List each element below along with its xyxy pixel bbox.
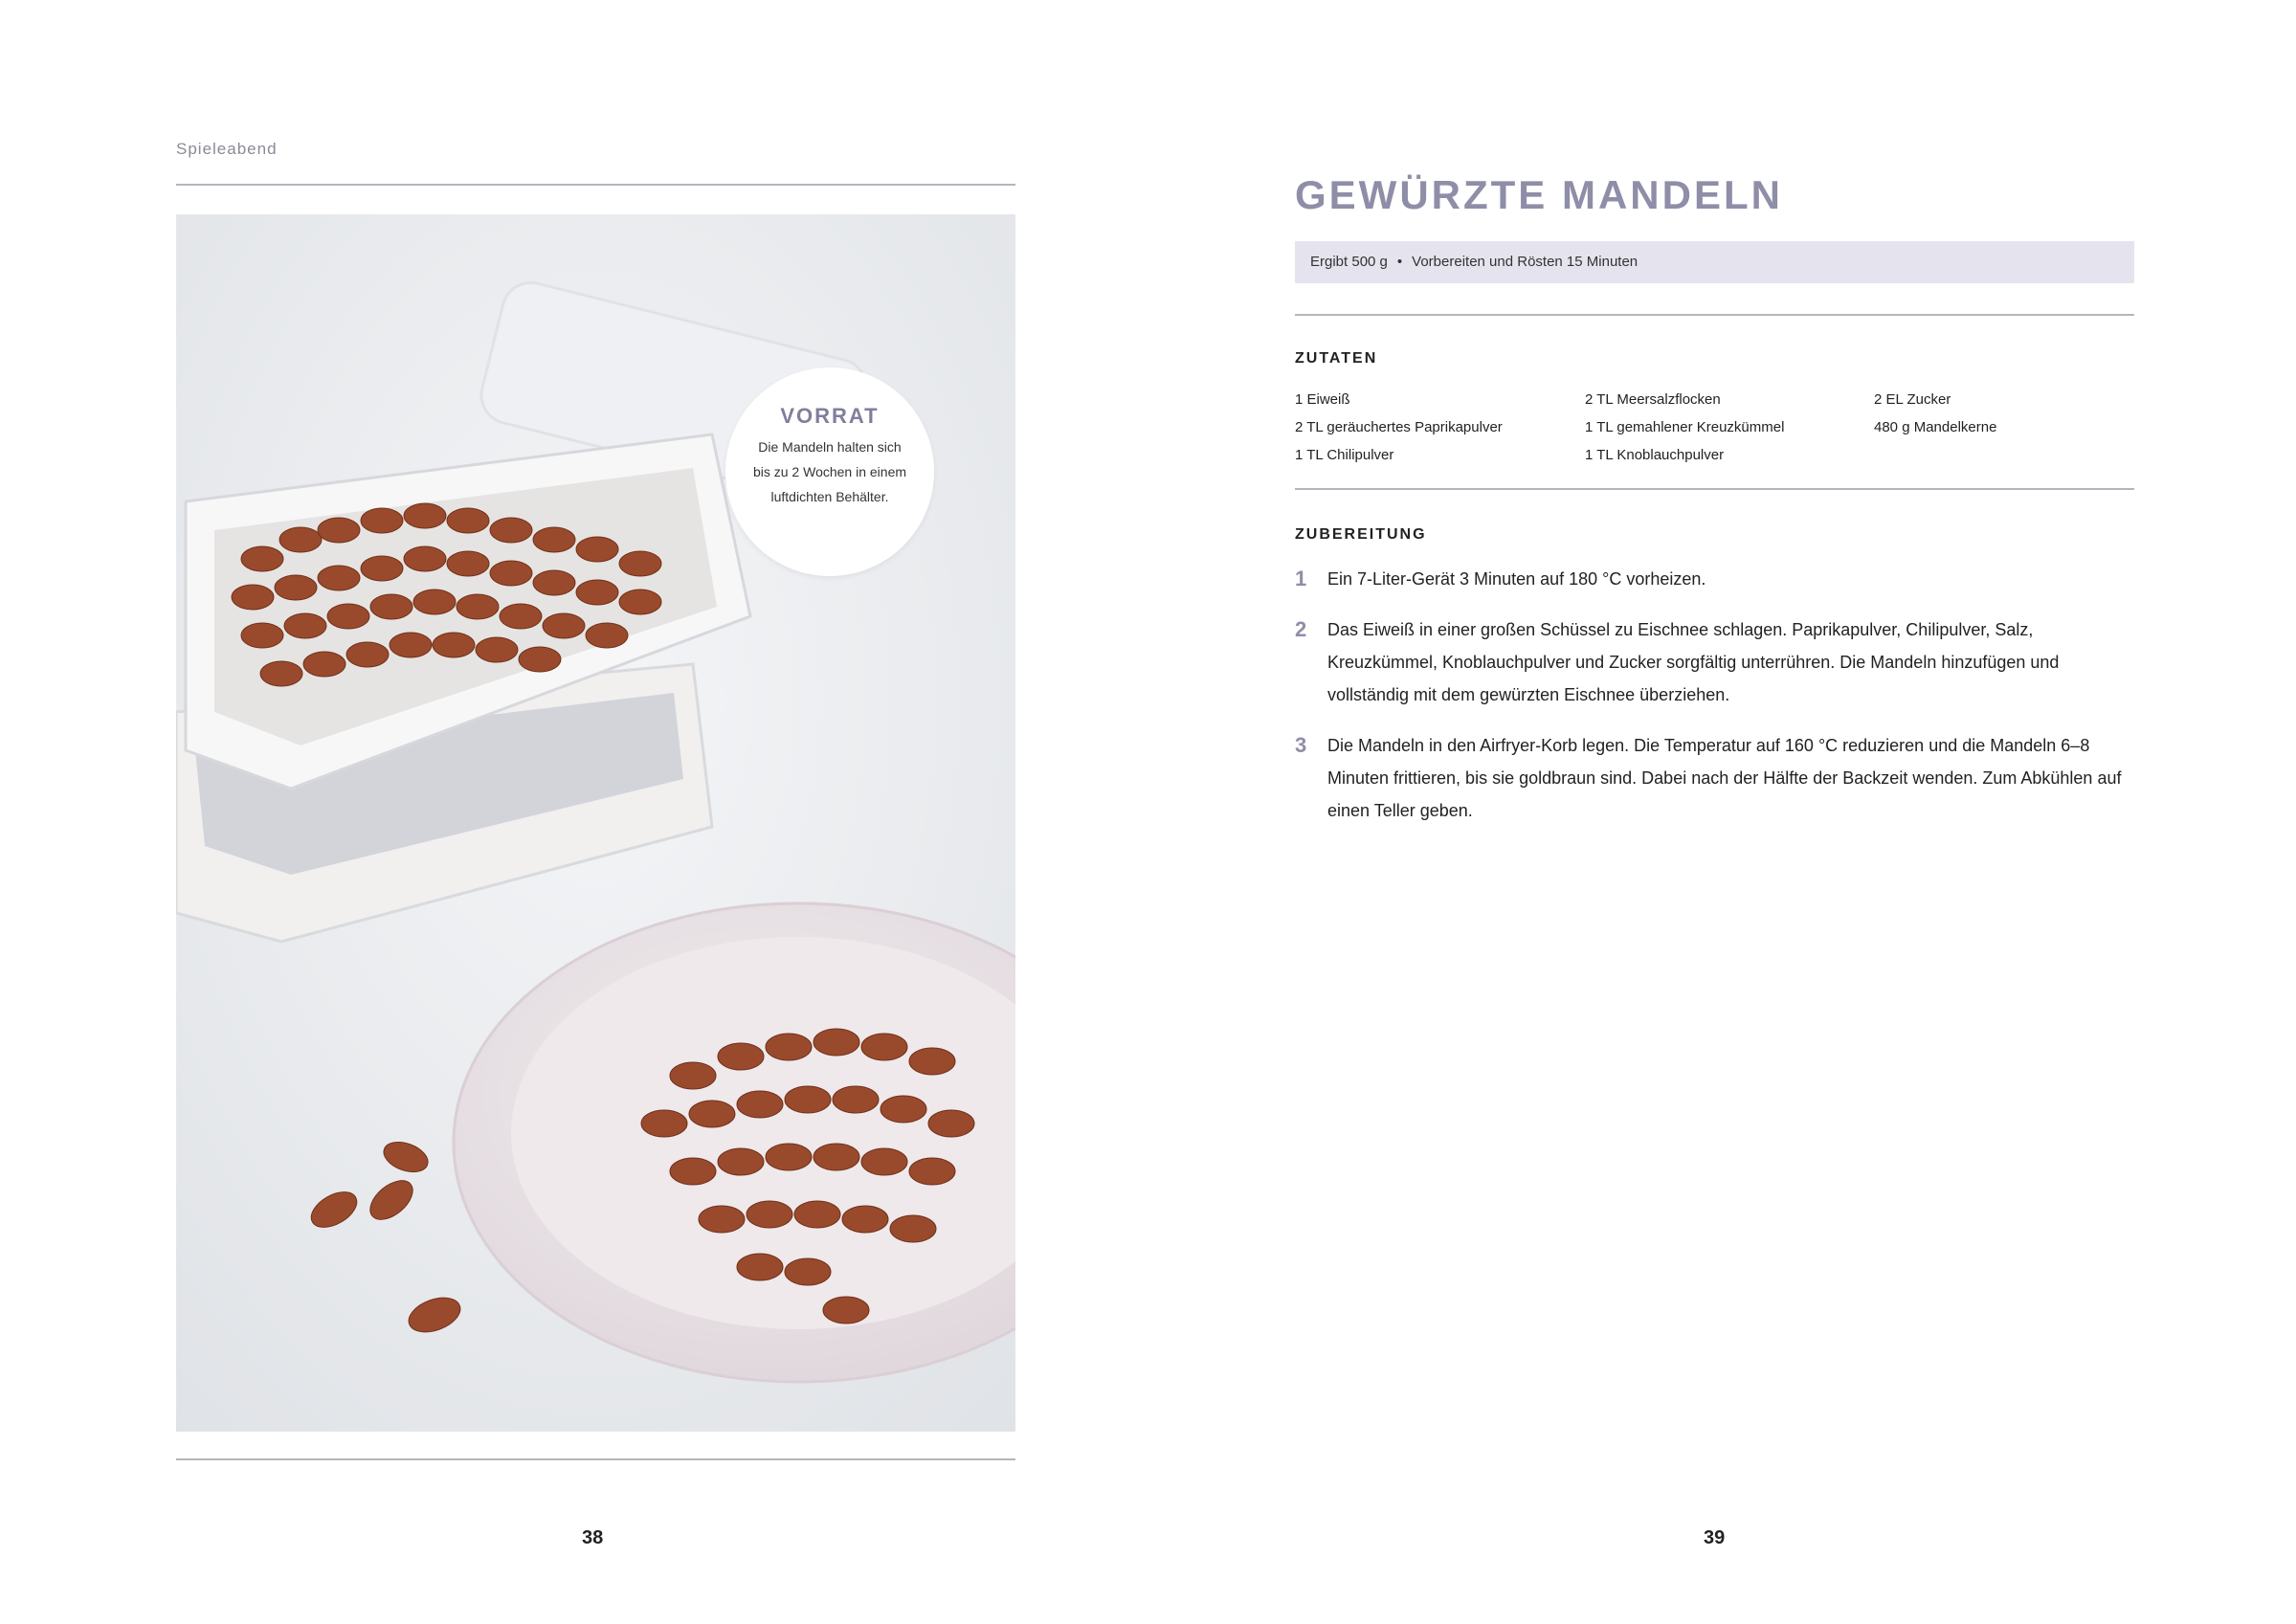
preparation-steps [1295, 563, 2134, 845]
step-number: 2 [1295, 617, 1307, 641]
ingredient-item: 2 EL Zucker [1874, 391, 1951, 408]
page-number-left: 38 [582, 1527, 604, 1548]
step-item [1295, 563, 2134, 595]
recipe-meta-bar [1295, 241, 2134, 283]
ingredients-column-1 [1295, 386, 1582, 469]
step-text: Das Eiweiß in einer großen Schüssel zu Eischnee schlagen. Paprikapulver, Chilipulver, Salz, Kreuzkümmel, Knoblauchpulver und Zucker sorgfältig unterrühren. Die Mandeln hinzufügen und vollständig mit dem gewürzten Eischnee überziehen. [1327, 620, 2060, 704]
rule-above-preparation [1295, 488, 2134, 490]
preparation-heading: ZUBEREITUNG [1295, 526, 1427, 543]
ingredients-column-2 [1585, 386, 1872, 469]
ingredient-item: 1 TL Knoblauchpulver [1585, 447, 1725, 463]
step-number: 3 [1295, 733, 1307, 757]
top-rule-left [176, 184, 1015, 186]
step-text: Die Mandeln in den Airfryer-Korb legen. Die Temperatur auf 160 °C reduzieren und die Mandeln 6–8 Minuten frittieren, bis sie goldbraun sind. Dabei nach der Hälfte der Backzeit wenden. Zum Abkühlen auf einen Teller geben. [1327, 736, 2122, 820]
ingredient-item: 2 TL geräuchertes Paprikapulver [1295, 419, 1503, 435]
step-item [1295, 613, 2134, 711]
ingredient-item: 1 Eiweiß [1295, 391, 1350, 408]
meta-separator: • [1396, 254, 1403, 270]
time-text: Vorbereiten und Rösten 15 Minuten [1412, 254, 1638, 270]
tip-text: Die Mandeln halten sich bis zu 2 Wochen in einem luftdichten Behälter. [752, 439, 907, 504]
step-text: Ein 7-Liter-Gerät 3 Minuten auf 180 °C vorheizen. [1327, 569, 1706, 589]
bottom-rule-left [176, 1458, 1015, 1460]
step-item [1295, 729, 2134, 827]
ingredient-item: 1 TL Chilipulver [1295, 447, 1394, 463]
ingredient-item: 1 TL gemahlener Kreuzkümmel [1585, 419, 1785, 435]
tip-title: VORRAT [780, 404, 880, 428]
ingredient-item: 480 g Mandelkerne [1874, 419, 1997, 435]
ingredients-heading: ZUTATEN [1295, 350, 1378, 367]
storage-tip-badge [725, 367, 934, 576]
ingredient-item: 2 TL Meersalzflocken [1585, 391, 1721, 408]
yield-text: Ergibt 500 g [1310, 254, 1388, 270]
rule-above-ingredients [1295, 314, 2134, 316]
ingredients-column-3 [1874, 386, 2132, 441]
step-number: 1 [1295, 567, 1307, 590]
running-head: Spieleabend [176, 140, 278, 158]
page-number-right: 39 [1704, 1527, 1726, 1548]
recipe-title: GEWÜRZTE MANDELN [1295, 172, 1783, 217]
